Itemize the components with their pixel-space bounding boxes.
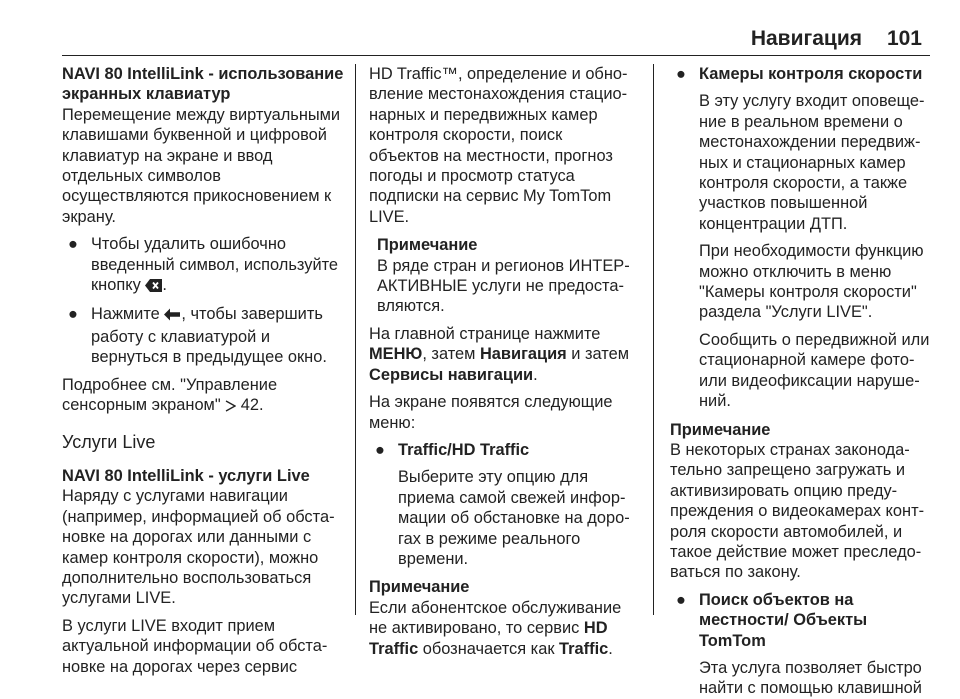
keyboard-text: Перемещение между виртуальными клавишами буквенной и цифровой клавиатур на экране и ввод отдельных символов осуществляются прикосновением к экрану. bbox=[62, 105, 341, 226]
back-arrow-icon bbox=[164, 306, 181, 326]
bullet-item-text: Эта услуга позволяет быстро найти с помощью клавишной bbox=[699, 658, 922, 698]
instruction-text: На главной странице нажмите МЕНЮ, затем Навигация и затем Сервисы навигации. bbox=[369, 324, 629, 384]
delete-key-icon bbox=[145, 277, 162, 297]
bullet-item-back: ● Нажмите , чтобы завершить работу с клавиатурой и вернуться в предыдущее окно. bbox=[68, 305, 327, 367]
bullet-item-traffic: ● Traffic/HD Traffic bbox=[375, 440, 530, 459]
more-info-text: Подробнее см. "Управление сенсорным экраном" 42. bbox=[62, 375, 347, 418]
live-text: Наряду с услугами навигации (например, информацией об обстановке на дорогах или данными с камер контроля скорости), можно дополнительно воспользоваться услугами LIVE. bbox=[62, 487, 335, 608]
bullet-icon: ● bbox=[676, 590, 686, 609]
bullet-icon: ● bbox=[68, 235, 78, 254]
live-text-2: В услуги LIVE входит прием актуальной информации об обстановке на дорогах через сервис bbox=[62, 616, 328, 676]
bullet-item-delete: ● Чтобы удалить ошибочно введенный символ, используйте кнопку . bbox=[62, 234, 347, 297]
bullet-item-text: Сообщить о передвижной или стационарной камере фото- или видеофиксации нарушений. bbox=[699, 330, 930, 411]
page-reference-icon bbox=[225, 397, 236, 417]
bullet-item-poi: ● Поиск объектов на местности/ Объекты TomTom bbox=[676, 590, 868, 650]
note-heading: Примечание bbox=[369, 578, 470, 597]
column-2 bbox=[369, 64, 634, 659]
column-3 bbox=[670, 64, 930, 699]
bullet-item-cameras: ● Камеры контроля скорости bbox=[676, 65, 923, 83]
keyboard-heading: NAVI 80 IntelliLink - использование экранных клавиатур bbox=[62, 65, 344, 104]
page-title: Навигация bbox=[750, 27, 862, 50]
bullet-icon: ● bbox=[375, 440, 385, 459]
bullet-icon: ● bbox=[676, 65, 686, 83]
bullet-item-text: В эту услугу входит оповещение в реальном времени о местонахождении передвижных и стационарных камер контроля скорости, а также участков повышенной концентрации ДТП. bbox=[699, 92, 925, 233]
column-divider bbox=[355, 64, 356, 615]
note-heading: Примечание bbox=[670, 420, 771, 439]
bullet-item-text: При необходимости функцию можно отключить в меню "Камеры контроля скорости" раздела "Услуги LIVE". bbox=[699, 242, 924, 322]
paragraph: На экране появятся следующие меню: bbox=[369, 393, 613, 432]
note-text: В некоторых странах законодательно запрещено загружать и активизировать опцию предупреждения о видеокамерах контроля скорости автомобилей, и такое действие может преследоваться по закону. bbox=[670, 440, 925, 582]
section-heading: Услуги Live bbox=[62, 431, 156, 452]
note bbox=[670, 420, 930, 583]
live-heading: NAVI 80 IntelliLink - услуги Live bbox=[62, 466, 310, 485]
column-1 bbox=[62, 64, 347, 677]
bullet-item-text: Выберите эту опцию для приема самой свежей информации об обстановке на дорогах в режиме реального времени. bbox=[398, 468, 630, 568]
paragraph: HD Traffic™, определение и обновление местонахождения стационарных и передвижных камер контроля скорости, поиск объектов на местности, прогноз погоды и просмотр статуса подписки на сервис My TomTom LIVE. bbox=[369, 65, 628, 226]
note bbox=[369, 577, 634, 659]
bullet-icon: ● bbox=[68, 305, 78, 324]
header-rule bbox=[62, 55, 930, 56]
note-text: В ряде стран и регионов ИНТЕРАКТИВНЫЕ услуги не предоставляются. bbox=[377, 256, 630, 316]
column-divider bbox=[653, 64, 654, 615]
note-heading: Примечание bbox=[377, 236, 478, 255]
page-number: 101 bbox=[886, 27, 922, 50]
note bbox=[369, 235, 634, 317]
note-text: Если абонентское обслуживание не активировано, то сервис HD Traffic обозначается как Traffic. bbox=[369, 598, 622, 658]
